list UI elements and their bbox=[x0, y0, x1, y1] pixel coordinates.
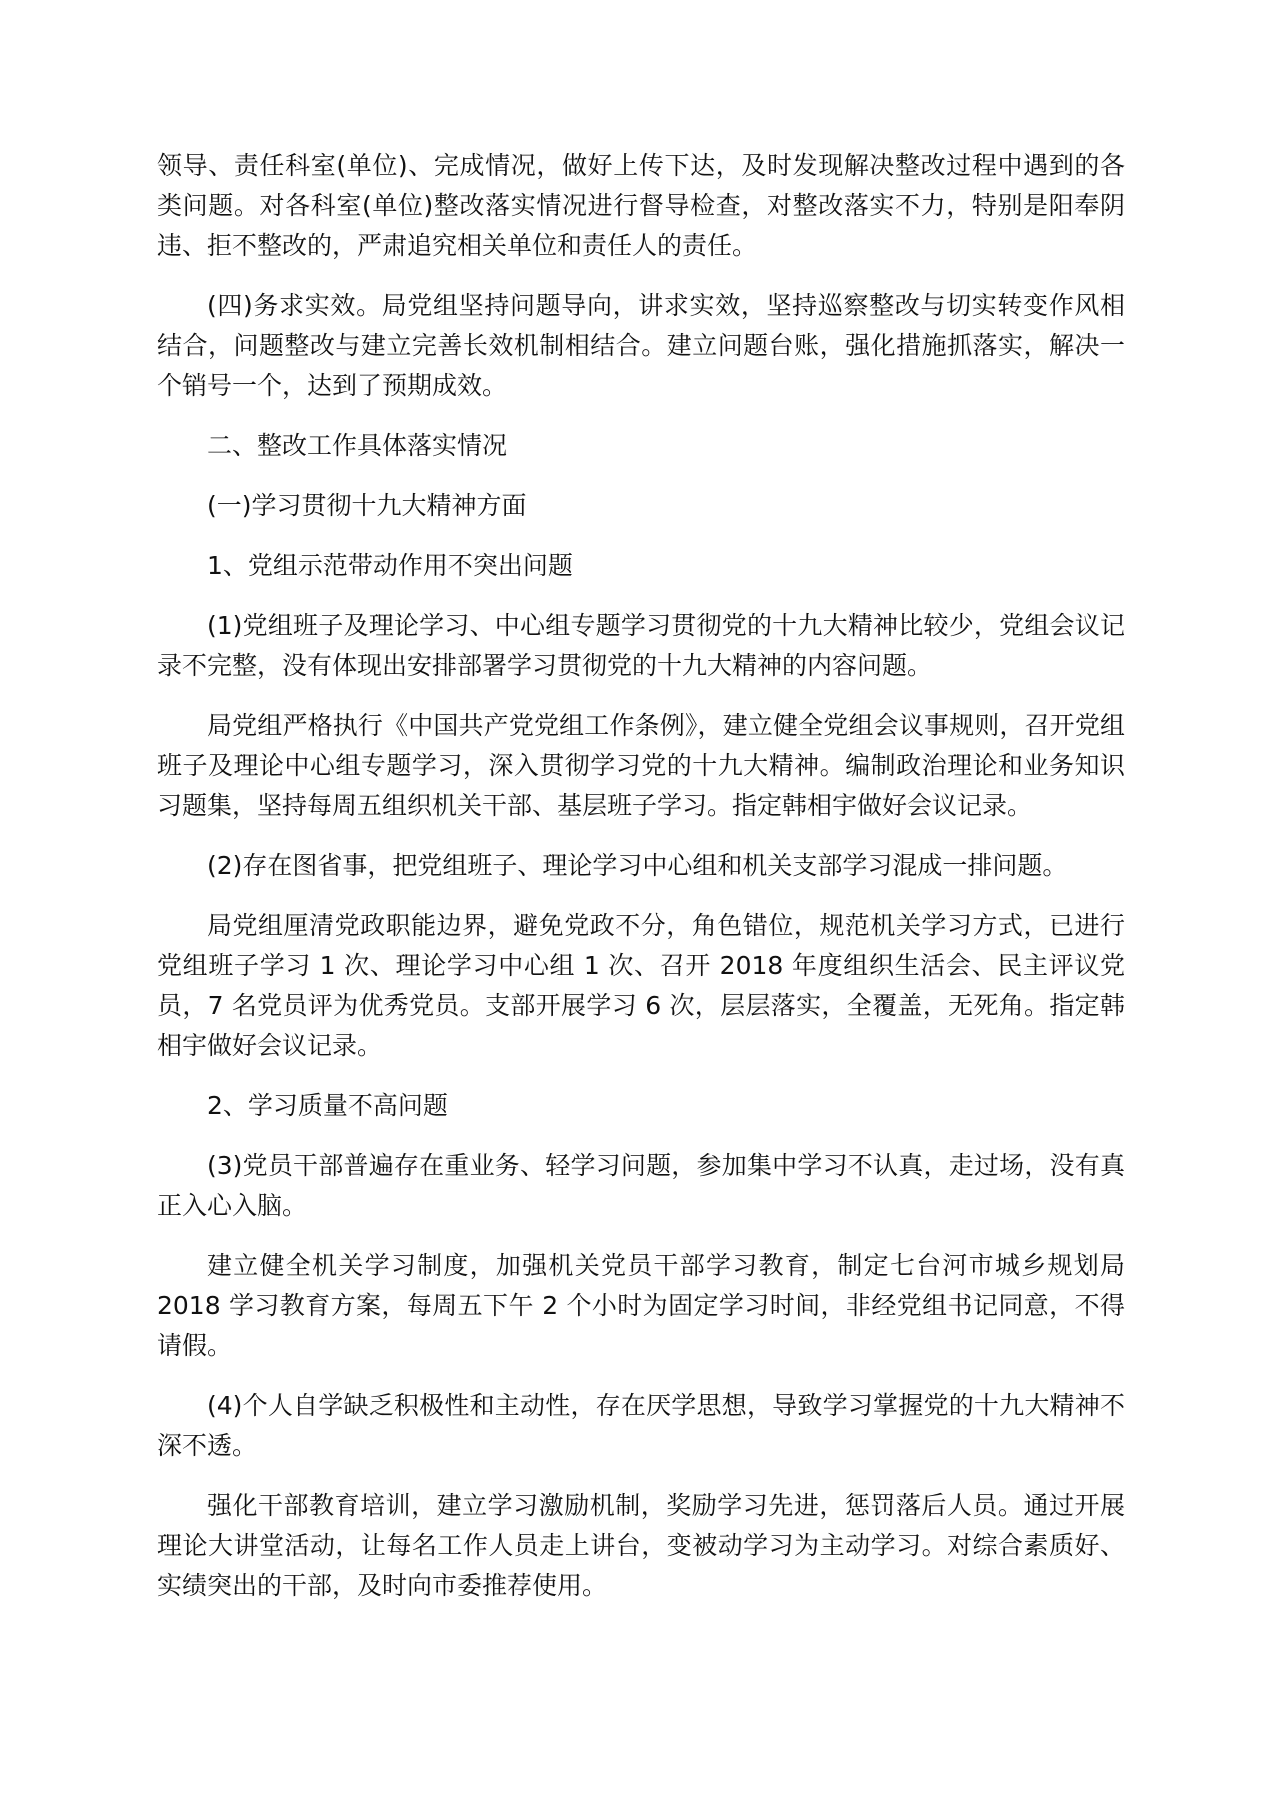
rectification-paragraph: 建立健全机关学习制度，加强机关党员干部学习教育，制定七台河市城乡规划局 2018 学习教育方案，每周五下午 2 个小时为固定学习时间，非经党组书记同意，不得请假。 bbox=[157, 1251, 1125, 1360]
issue-heading: 1、党组示范带动作用不突出问题 bbox=[207, 551, 573, 580]
issue-item: (1)党组班子及理论学习、中心组专题学习贯彻党的十九大精神比较少，党组会议记录不完整，没有体现出安排部署学习贯彻党的十九大精神的内容问题。 bbox=[157, 611, 1125, 680]
document-body bbox=[157, 146, 1125, 1626]
paragraph-continued: 领导、责任科室(单位)、完成情况，做好上传下达，及时发现解决整改过程中遇到的各类问题。对各科室(单位)整改落实情况进行督导检查，对整改落实不力，特别是阳奉阴违、拒不整改的，严肃追究相关单位和责任人的责任。 bbox=[157, 151, 1125, 260]
issue-item: (4)个人自学缺乏积极性和主动性，存在厌学思想，导致学习掌握党的十九大精神不深不透。 bbox=[157, 1391, 1125, 1460]
rectification-paragraph: 局党组厘清党政职能边界，避免党政不分，角色错位，规范机关学习方式，已进行党组班子学习 1 次、理论学习中心组 1 次、召开 2018 年度组织生活会、民主评议党员，7 名党员评为优秀党员。支部开展学习 6 次，层层落实，全覆盖，无死角。指定韩相宇做好会议记录。 bbox=[157, 911, 1125, 1060]
issue-item: (2)存在图省事，把党组班子、理论学习中心组和机关支部学习混成一排问题。 bbox=[207, 851, 1068, 880]
issue-heading: 2、学习质量不高问题 bbox=[207, 1091, 448, 1120]
rectification-paragraph: 强化干部教育培训，建立学习激励机制，奖励学习先进，惩罚落后人员。通过开展理论大讲堂活动，让每名工作人员走上讲台，变被动学习为主动学习。对综合素质好、实绩突出的干部，及时向市委推荐使用。 bbox=[157, 1491, 1125, 1600]
paragraph-results: (四)务求实效。局党组坚持问题导向，讲求实效，坚持巡察整改与切实转变作风相结合，问题整改与建立完善长效机制相结合。建立问题台账，强化措施抓落实，解决一个销号一个，达到了预期成效。 bbox=[157, 291, 1125, 400]
subsection-heading: (一)学习贯彻十九大精神方面 bbox=[207, 491, 527, 520]
issue-item: (3)党员干部普遍存在重业务、轻学习问题，参加集中学习不认真，走过场，没有真正入心入脑。 bbox=[157, 1151, 1125, 1220]
rectification-paragraph: 局党组严格执行《中国共产党党组工作条例》，建立健全党组会议事规则，召开党组班子及理论中心组专题学习，深入贯彻学习党的十九大精神。编制政治理论和业务知识习题集，坚持每周五组织机关干部、基层班子学习。指定韩相宇做好会议记录。 bbox=[157, 711, 1125, 820]
section-heading: 二、整改工作具体落实情况 bbox=[207, 431, 508, 460]
